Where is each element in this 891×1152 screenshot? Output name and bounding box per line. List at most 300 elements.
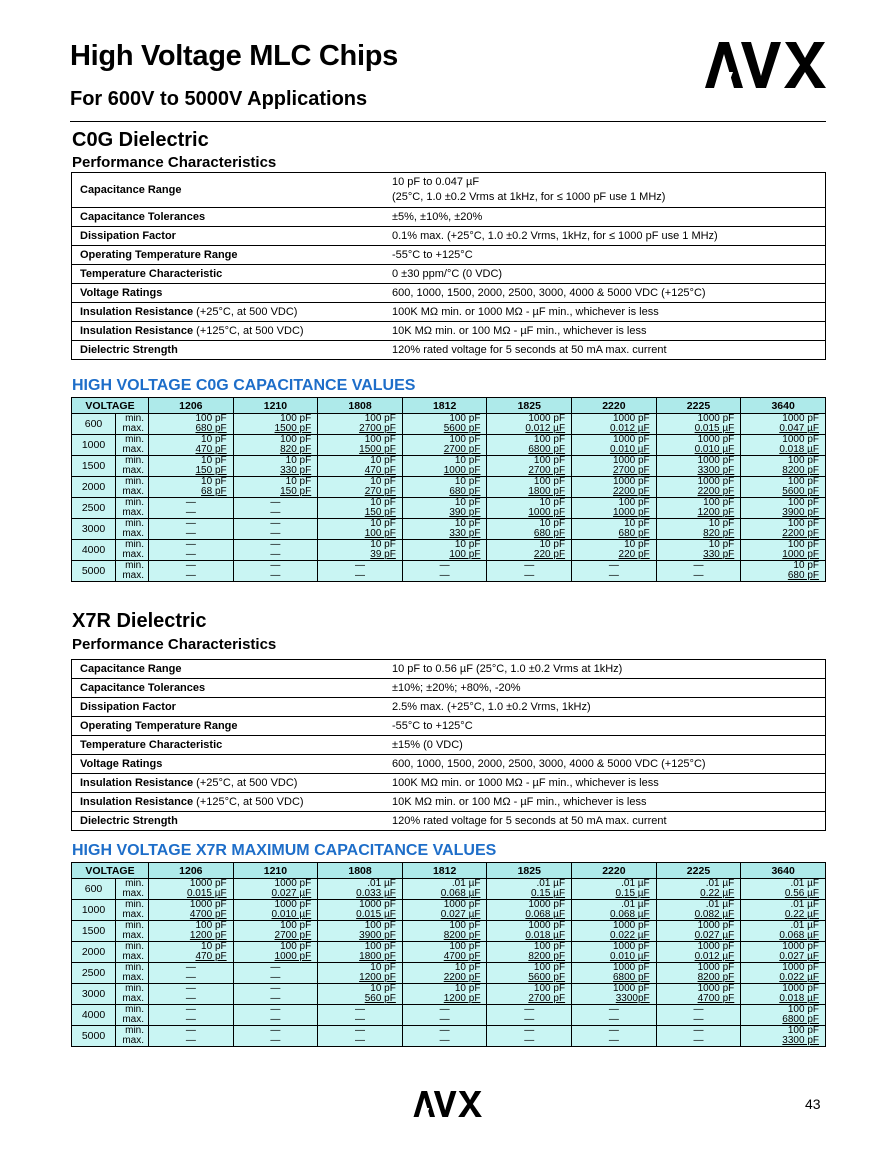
- cap-max-value: 0.015 µF: [149, 889, 234, 900]
- cap-max-value: 4700 pF: [656, 994, 741, 1005]
- cap-max-value: 0.068 µF: [402, 889, 487, 900]
- voltage-cell: 2500: [72, 963, 116, 984]
- cap-max-value: —: [149, 1036, 234, 1047]
- voltage-cell: 2500: [72, 498, 116, 519]
- cap-min-value: —: [233, 984, 318, 995]
- voltage-cell: 3000: [72, 519, 116, 540]
- cap-max-value: 0.012 µF: [572, 424, 657, 435]
- cap-min-value: 1000 pF: [741, 942, 826, 953]
- cap-max-value: —: [402, 571, 487, 582]
- cap-min-value: .01 µF: [656, 879, 741, 890]
- cap-min-value: 100 pF: [487, 477, 572, 488]
- cap-max-value: 1800 pF: [318, 952, 403, 963]
- cap-max-value: 39 pF: [318, 550, 403, 561]
- perf-key-label: Insulation Resistance: [80, 796, 194, 808]
- cap-max-value: —: [149, 994, 234, 1005]
- cap-min-value: 100 pF: [233, 921, 318, 932]
- cap-min-value: 100 pF: [318, 942, 403, 953]
- perf-value-text: 10 pF to 0.56 µF (25°C, 1.0 ±0.2 Vrms at 1kHz): [392, 663, 623, 675]
- cap-min-value: —: [656, 1026, 741, 1037]
- perf-key: [72, 660, 385, 679]
- perf-key-label: Dissipation Factor: [80, 230, 176, 242]
- cap-min-value: 1000 pF: [487, 921, 572, 932]
- cap-min-value: 10 pF: [318, 540, 403, 551]
- min-label: min.: [116, 900, 149, 911]
- perf-row: [72, 303, 826, 322]
- cap-max-value: 0.012 µF: [656, 952, 741, 963]
- cap-max-value: 0.027 µF: [741, 952, 826, 963]
- perf-value-text: 10 pF to 0.047 µF: [392, 176, 480, 188]
- case-size-header: 1825: [487, 863, 572, 879]
- cap-min-value: 10 pF: [487, 498, 572, 509]
- cap-row-max: [72, 571, 826, 582]
- cap-max-value: 3900 pF: [741, 508, 826, 519]
- perf-value-text: 0.1% max. (+25°C, 1.0 ±0.2 Vrms, 1kHz, for ≤ 1000 pF use 1 MHz): [392, 230, 718, 242]
- cap-max-value: —: [233, 973, 318, 984]
- cap-max-value: 0.22 µF: [656, 889, 741, 900]
- perf-value: [384, 322, 826, 341]
- perf-row: [72, 717, 826, 736]
- cap-min-value: 100 pF: [487, 435, 572, 446]
- perf-value-text: 0 ±30 ppm/°C (0 VDC): [392, 268, 503, 280]
- x7r-cap-heading: HIGH VOLTAGE X7R MAXIMUM CAPACITANCE VALUES: [72, 842, 497, 859]
- cap-min-value: 10 pF: [402, 540, 487, 551]
- case-size-header: 1206: [149, 863, 234, 879]
- avx-footer-logo: [409, 1091, 487, 1117]
- cap-min-value: 10 pF: [402, 456, 487, 467]
- cap-max-value: 150 pF: [318, 508, 403, 519]
- cap-min-value: 10 pF: [572, 540, 657, 551]
- cap-min-value: 1000 pF: [233, 879, 318, 890]
- cap-max-value: 2200 pF: [402, 973, 487, 984]
- cap-min-value: 10 pF: [149, 456, 234, 467]
- cap-row-max: [72, 550, 826, 561]
- cap-max-value: 6800 pF: [487, 445, 572, 456]
- perf-value: [384, 284, 826, 303]
- voltage-cell: 1500: [72, 456, 116, 477]
- cap-max-value: 2700 pF: [572, 466, 657, 477]
- cap-max-value: 680 pF: [149, 424, 234, 435]
- cap-min-value: 100 pF: [318, 414, 403, 425]
- perf-row: [72, 793, 826, 812]
- cap-max-value: 8200 pF: [656, 973, 741, 984]
- cap-min-value: —: [149, 984, 234, 995]
- cap-min-value: 10 pF: [318, 477, 403, 488]
- cap-min-value: 100 pF: [741, 456, 826, 467]
- cap-max-value: —: [572, 1036, 657, 1047]
- cap-max-value: 0.022 µF: [741, 973, 826, 984]
- min-label: min.: [116, 519, 149, 530]
- perf-key: [72, 173, 385, 208]
- cap-min-value: 10 pF: [402, 477, 487, 488]
- perf-row: [72, 774, 826, 793]
- min-label: min.: [116, 1026, 149, 1037]
- cap-min-value: 1000 pF: [656, 942, 741, 953]
- cap-min-value: 100 pF: [149, 921, 234, 932]
- perf-key: [72, 717, 385, 736]
- cap-max-value: 1000 pF: [233, 952, 318, 963]
- perf-value-text: 600, 1000, 1500, 2000, 2500, 3000, 4000 & 5000 VDC (+125°C): [392, 287, 706, 299]
- cap-max-value: —: [149, 550, 234, 561]
- max-label: max.: [116, 571, 149, 582]
- perf-row: [72, 755, 826, 774]
- perf-value: [384, 736, 826, 755]
- perf-key-label: Capacitance Range: [80, 663, 182, 675]
- cap-max-value: 5600 pF: [402, 424, 487, 435]
- cap-min-value: —: [402, 561, 487, 572]
- cap-min-value: 100 pF: [487, 456, 572, 467]
- perf-value: [384, 812, 826, 831]
- cap-max-value: 3300 pF: [656, 466, 741, 477]
- cap-min-value: 1000 pF: [572, 942, 657, 953]
- cap-max-value: 560 pF: [318, 994, 403, 1005]
- perf-row: [72, 698, 826, 717]
- cap-max-value: 1200 pF: [656, 508, 741, 519]
- perf-value: [384, 717, 826, 736]
- max-label: max.: [116, 529, 149, 540]
- cap-min-value: 100 pF: [233, 435, 318, 446]
- perf-value-text: 100K MΩ min. or 1000 MΩ - µF min., whichever is less: [392, 777, 659, 789]
- cap-max-value: 1200 pF: [402, 994, 487, 1005]
- cap-max-value: 680 pF: [487, 529, 572, 540]
- cap-max-value: 330 pF: [233, 466, 318, 477]
- cap-min-value: 10 pF: [318, 519, 403, 530]
- cap-max-value: 0.018 µF: [741, 994, 826, 1005]
- cap-max-value: —: [487, 1015, 572, 1026]
- cap-max-value: 8200 pF: [402, 931, 487, 942]
- cap-max-value: 100 pF: [318, 529, 403, 540]
- min-label: min.: [116, 477, 149, 488]
- cap-min-value: .01 µF: [572, 900, 657, 911]
- cap-max-value: 150 pF: [233, 487, 318, 498]
- case-size-header: 1825: [487, 398, 572, 414]
- cap-min-value: 100 pF: [233, 414, 318, 425]
- perf-row: [72, 660, 826, 679]
- x7r-performance-table: [71, 659, 826, 831]
- perf-value-text: 10K MΩ min. or 100 MΩ - µF min., whichever is less: [392, 796, 647, 808]
- case-size-header: 3640: [741, 863, 826, 879]
- cap-row-max: [72, 931, 826, 942]
- perf-value-text: ±15% (0 VDC): [392, 739, 463, 751]
- cap-max-value: 8200 pF: [741, 466, 826, 477]
- cap-max-value: 0.033 µF: [318, 889, 403, 900]
- cap-max-value: 330 pF: [656, 550, 741, 561]
- cap-min-value: 1000 pF: [656, 477, 741, 488]
- perf-row: [72, 246, 826, 265]
- perf-key: [72, 284, 385, 303]
- cap-row-max: [72, 487, 826, 498]
- cap-max-value: 270 pF: [318, 487, 403, 498]
- cap-max-value: 0.082 µF: [656, 910, 741, 921]
- perf-key: [72, 227, 385, 246]
- cap-row-max: [72, 994, 826, 1005]
- perf-value-text: ±5%, ±10%, ±20%: [392, 211, 483, 223]
- perf-key-label: Capacitance Range: [80, 184, 182, 196]
- cap-min-value: 10 pF: [318, 456, 403, 467]
- perf-value-text: ±10%; ±20%; +80%, -20%: [392, 682, 521, 694]
- voltage-cell: 1000: [72, 900, 116, 921]
- cap-row-max: [72, 466, 826, 477]
- case-size-header: 1210: [233, 398, 318, 414]
- cap-max-value: 5600 pF: [741, 487, 826, 498]
- cap-max-value: 0.047 µF: [741, 424, 826, 435]
- cap-min-value: 10 pF: [402, 519, 487, 530]
- cap-max-value: 1500 pF: [233, 424, 318, 435]
- min-label: min.: [116, 963, 149, 974]
- cap-min-value: 100 pF: [487, 963, 572, 974]
- cap-max-value: 2200 pF: [572, 487, 657, 498]
- cap-max-value: 0.068 µF: [572, 910, 657, 921]
- perf-key-label: Insulation Resistance: [80, 777, 194, 789]
- cap-max-value: 68 pF: [149, 487, 234, 498]
- perf-key-label: Operating Temperature Range: [80, 720, 238, 732]
- cap-max-value: 1000 pF: [741, 550, 826, 561]
- cap-min-value: .01 µF: [741, 921, 826, 932]
- voltage-header: VOLTAGE: [72, 863, 149, 879]
- cap-min-value: 10 pF: [233, 477, 318, 488]
- cap-row-max: [72, 424, 826, 435]
- case-size-header: 1812: [402, 398, 487, 414]
- perf-value-text: 120% rated voltage for 5 seconds at 50 mA max. current: [392, 815, 667, 827]
- voltage-cell: 1500: [72, 921, 116, 942]
- cap-min-value: 10 pF: [402, 984, 487, 995]
- cap-max-value: —: [233, 1015, 318, 1026]
- max-label: max.: [116, 550, 149, 561]
- perf-value-text: 10K MΩ min. or 100 MΩ - µF min., whichever is less: [392, 325, 647, 337]
- voltage-cell: 600: [72, 414, 116, 435]
- cap-min-value: —: [318, 1005, 403, 1016]
- cap-min-value: —: [402, 1005, 487, 1016]
- cap-min-value: 100 pF: [402, 942, 487, 953]
- cap-max-value: 1500 pF: [318, 445, 403, 456]
- cap-min-value: 1000 pF: [741, 984, 826, 995]
- cap-min-value: —: [149, 963, 234, 974]
- case-size-header: 3640: [741, 398, 826, 414]
- perf-key-label: Voltage Ratings: [80, 758, 163, 770]
- cap-min-value: 1000 pF: [318, 900, 403, 911]
- cap-max-value: 1000 pF: [572, 508, 657, 519]
- cap-min-value: 100 pF: [741, 540, 826, 551]
- perf-value-text: 2.5% max. (+25°C, 1.0 ±0.2 Vrms, 1kHz): [392, 701, 591, 713]
- cap-max-value: 4700 pF: [402, 952, 487, 963]
- perf-key-label: Capacitance Tolerances: [80, 211, 206, 223]
- cap-max-value: 0.56 µF: [741, 889, 826, 900]
- max-label: max.: [116, 466, 149, 477]
- cap-min-value: 1000 pF: [656, 456, 741, 467]
- page-subtitle: For 600V to 5000V Applications: [70, 88, 368, 110]
- voltage-header: VOLTAGE: [72, 398, 149, 414]
- cap-max-value: 0.022 µF: [572, 931, 657, 942]
- cap-max-value: —: [656, 1015, 741, 1026]
- cap-min-value: —: [233, 561, 318, 572]
- cap-min-value: 100 pF: [402, 414, 487, 425]
- max-label: max.: [116, 973, 149, 984]
- cap-max-value: —: [318, 571, 403, 582]
- cap-min-value: —: [149, 1005, 234, 1016]
- voltage-cell: 3000: [72, 984, 116, 1005]
- cap-max-value: 0.15 µF: [487, 889, 572, 900]
- cap-min-value: 1000 pF: [402, 900, 487, 911]
- perf-value: [384, 698, 826, 717]
- max-label: max.: [116, 994, 149, 1005]
- cap-min-value: 10 pF: [656, 519, 741, 530]
- cap-min-value: 1000 pF: [487, 414, 572, 425]
- perf-key-label: Operating Temperature Range: [80, 249, 238, 261]
- cap-min-value: 100 pF: [402, 435, 487, 446]
- cap-min-value: .01 µF: [656, 900, 741, 911]
- cap-min-value: 1000 pF: [741, 414, 826, 425]
- cap-max-value: 150 pF: [149, 466, 234, 477]
- perf-row: [72, 341, 826, 360]
- cap-max-value: —: [487, 571, 572, 582]
- cap-min-value: 100 pF: [741, 498, 826, 509]
- cap-max-value: 2700 pF: [318, 424, 403, 435]
- cap-min-value: 100 pF: [487, 984, 572, 995]
- cap-min-value: 100 pF: [572, 498, 657, 509]
- cap-max-value: 470 pF: [149, 445, 234, 456]
- cap-min-value: —: [572, 1026, 657, 1037]
- cap-min-value: 1000 pF: [741, 963, 826, 974]
- min-label: min.: [116, 456, 149, 467]
- cap-max-value: 220 pF: [487, 550, 572, 561]
- cap-min-value: —: [402, 1026, 487, 1037]
- max-label: max.: [116, 1036, 149, 1047]
- cap-min-value: 10 pF: [741, 561, 826, 572]
- perf-key: [72, 322, 385, 341]
- cap-min-value: —: [318, 1026, 403, 1037]
- cap-max-value: —: [402, 1015, 487, 1026]
- perf-value: [384, 246, 826, 265]
- cap-min-value: —: [233, 498, 318, 509]
- cap-min-value: 1000 pF: [656, 414, 741, 425]
- max-label: max.: [116, 508, 149, 519]
- case-size-header: 2220: [572, 398, 657, 414]
- cap-min-value: —: [487, 1005, 572, 1016]
- cap-max-value: —: [149, 508, 234, 519]
- perf-value: [384, 173, 826, 208]
- perf-value-text: 120% rated voltage for 5 seconds at 50 mA max. current: [392, 344, 667, 356]
- cap-min-value: —: [233, 1005, 318, 1016]
- cap-max-value: 5600 pF: [487, 973, 572, 984]
- voltage-cell: 600: [72, 879, 116, 900]
- perf-key-label: Dielectric Strength: [80, 815, 178, 827]
- cap-max-value: —: [572, 1015, 657, 1026]
- min-label: min.: [116, 942, 149, 953]
- cap-min-value: 10 pF: [149, 477, 234, 488]
- cap-max-value: 0.012 µF: [487, 424, 572, 435]
- cap-max-value: —: [318, 1015, 403, 1026]
- cap-max-value: —: [233, 1036, 318, 1047]
- cap-max-value: —: [233, 571, 318, 582]
- perf-value: [384, 265, 826, 284]
- perf-value-text: -55°C to +125°C: [392, 249, 473, 261]
- cap-min-value: 100 pF: [318, 435, 403, 446]
- cap-max-value: 2200 pF: [741, 529, 826, 540]
- perf-value-text: 100K MΩ min. or 1000 MΩ - µF min., whichever is less: [392, 306, 659, 318]
- perf-row: [72, 173, 826, 208]
- case-size-header: 2220: [572, 863, 657, 879]
- min-label: min.: [116, 540, 149, 551]
- min-label: min.: [116, 435, 149, 446]
- perf-key-note: (+25°C, at 500 VDC): [193, 306, 298, 318]
- cap-max-value: 0.027 µF: [402, 910, 487, 921]
- perf-value-text: -55°C to +125°C: [392, 720, 473, 732]
- cap-min-value: —: [233, 540, 318, 551]
- cap-row-max: [72, 1036, 826, 1047]
- cap-max-value: 0.22 µF: [741, 910, 826, 921]
- cap-min-value: 100 pF: [402, 921, 487, 932]
- cap-min-value: 1000 pF: [149, 879, 234, 890]
- cap-max-value: 0.010 µF: [572, 445, 657, 456]
- perf-row: [72, 812, 826, 831]
- cap-max-value: —: [149, 529, 234, 540]
- perf-row: [72, 322, 826, 341]
- perf-key-label: Dielectric Strength: [80, 344, 178, 356]
- min-label: min.: [116, 1005, 149, 1016]
- cap-min-value: —: [572, 1005, 657, 1016]
- cap-max-value: —: [149, 973, 234, 984]
- case-size-header: 1808: [318, 863, 403, 879]
- cap-min-value: 1000 pF: [149, 900, 234, 911]
- cap-max-value: —: [487, 1036, 572, 1047]
- voltage-cell: 2000: [72, 942, 116, 963]
- perf-row: [72, 284, 826, 303]
- min-label: min.: [116, 921, 149, 932]
- cap-min-value: —: [149, 519, 234, 530]
- cap-min-value: .01 µF: [572, 879, 657, 890]
- cap-max-value: 2700 pF: [402, 445, 487, 456]
- cap-min-value: 1000 pF: [572, 963, 657, 974]
- cap-max-value: 1000 pF: [487, 508, 572, 519]
- case-size-header: 1808: [318, 398, 403, 414]
- cap-min-value: 1000 pF: [487, 900, 572, 911]
- cap-max-value: 0.010 µF: [656, 445, 741, 456]
- perf-value: [384, 755, 826, 774]
- cap-min-value: —: [233, 1026, 318, 1037]
- cap-min-value: —: [318, 561, 403, 572]
- cap-min-value: .01 µF: [318, 879, 403, 890]
- cap-min-value: 10 pF: [318, 984, 403, 995]
- cap-max-value: 0.010 µF: [233, 910, 318, 921]
- voltage-cell: 2000: [72, 477, 116, 498]
- cap-min-value: 1000 pF: [656, 984, 741, 995]
- avx-logo: [705, 42, 827, 88]
- cap-min-value: 100 pF: [233, 942, 318, 953]
- cap-min-value: 100 pF: [741, 1005, 826, 1016]
- perf-row: [72, 265, 826, 284]
- cap-min-value: .01 µF: [741, 879, 826, 890]
- cap-min-value: 1000 pF: [572, 921, 657, 932]
- header-rule: [70, 121, 826, 122]
- voltage-cell: 4000: [72, 1005, 116, 1026]
- voltage-cell: 1000: [72, 435, 116, 456]
- cap-min-value: 1000 pF: [572, 414, 657, 425]
- perf-value: [384, 679, 826, 698]
- perf-value: [384, 660, 826, 679]
- cap-max-value: 0.018 µF: [741, 445, 826, 456]
- cap-max-value: 390 pF: [402, 508, 487, 519]
- cap-min-value: 100 pF: [318, 921, 403, 932]
- cap-min-value: 10 pF: [233, 456, 318, 467]
- cap-max-value: 3300 pF: [741, 1036, 826, 1047]
- cap-min-value: —: [149, 561, 234, 572]
- cap-min-value: 100 pF: [656, 498, 741, 509]
- perf-key: [72, 246, 385, 265]
- cap-row-max: [72, 889, 826, 900]
- cap-min-value: 100 pF: [487, 942, 572, 953]
- min-label: min.: [116, 561, 149, 572]
- cap-max-value: 1200 pF: [318, 973, 403, 984]
